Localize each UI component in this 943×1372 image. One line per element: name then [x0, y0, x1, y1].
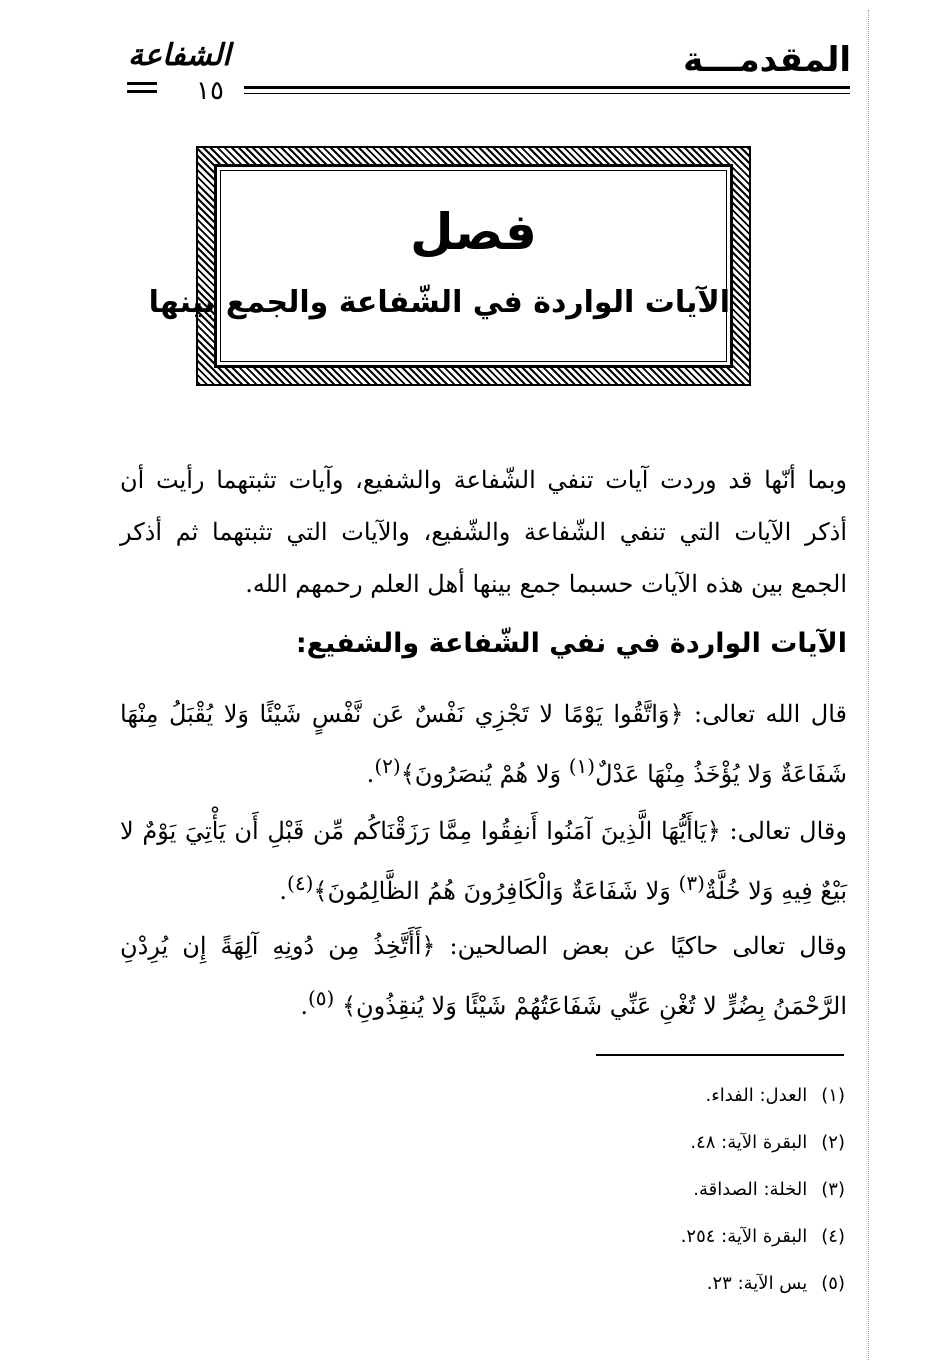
footnote-separator: [596, 1054, 844, 1056]
quran-verse-text-continued: وَلا شَفَاعَةٌ وَالْكَافِرُونَ هُمُ الظَّالِمُونَ﴾: [313, 877, 679, 905]
quran-verse-text-continued: [334, 992, 342, 1020]
footnote-item: [245, 1213, 845, 1260]
intro-paragraph: [120, 454, 847, 610]
header-rule-thin: [244, 93, 850, 94]
footnote-number: (٥): [821, 1273, 845, 1294]
page-edge-border: [868, 10, 869, 1360]
sentence-end: .: [279, 877, 288, 905]
intro-text: وبما أنّها قد وردت آيات تنفي الشّفاعة والشفيع، وآيات تثبتهما رأيت أن أذكر الآيات التي تنفي الشّفاعة والشّفيع، والآيات التي تثبتهما ثم أذكر الجمع بين هذه الآيات حسبما جمع بينها أهل العلم رحمهم الله.: [120, 466, 847, 598]
footnote-item: [245, 1166, 845, 1213]
verse-intro: قال الله تعالى:: [683, 700, 847, 728]
chapter-subtitle: الآيات الواردة في الشّفاعة والجمع بينها: [148, 285, 730, 320]
section-heading: الآيات الواردة في نفي الشّفاعة والشفيع:: [295, 628, 847, 659]
sentence-end: .: [300, 992, 308, 1020]
quran-verse-text-continued: وَلا هُمْ يُنصَرُونَ﴾: [400, 760, 569, 788]
verse-intro: وقال تعالى حاكيًا عن بعض الصالحين:: [435, 932, 848, 960]
footnote-item: [245, 1119, 845, 1166]
running-header-book-title: الشفاعة: [128, 38, 231, 73]
quran-verse-text: ﴿يَاأَيُّهَا الَّذِينَ آمَنُوا أَنفِقُوا مِمَّا رَزَقْنَاكُم مِّن قَبْلِ أَن يَأْتِيَ يَوْمٌ لا بَيْعٌ فِيهِ وَلا خُلَّةٌ: [120, 817, 847, 905]
footnote-ref: (٥): [307, 986, 335, 1010]
footnote-number: (١): [821, 1085, 845, 1106]
footnotes-list: [245, 1072, 845, 1307]
header-dash-bottom: [127, 90, 157, 93]
verse-paragraph-1: [120, 688, 847, 800]
footnote-text: الخلة: الصداقة.: [693, 1179, 808, 1200]
footnote-number: (٣): [821, 1179, 845, 1200]
footnote-item: [245, 1072, 845, 1119]
quran-verse-text: ﴿وَاتَّقُوا يَوْمًا لا تَجْزِي نَفْسٌ عَن نَّفْسٍ شَيْئًا وَلا يُقْبَلُ مِنْهَا شَفَاعَةٌ وَلا يُؤْخَذُ مِنْهَا عَدْلٌ: [120, 700, 847, 788]
footnote-ref: (٢): [374, 754, 401, 778]
quran-verse-text: ﴿أَأَتَّخِذُ مِن دُونِهِ آلِهَةً إِن يُرِدْنِ الرَّحْمَنُ بِضُرٍّ لا تُغْنِ عَنِّي شَفَاعَتُهُمْ شَيْئًا وَلا يُنقِذُونِ﴾: [120, 932, 847, 1020]
footnote-ref: (١): [568, 754, 596, 778]
footnote-ref: (٤): [287, 871, 314, 895]
footnote-number: (٤): [821, 1226, 845, 1247]
footnote-item: [245, 1260, 845, 1307]
footnote-text: يس الآية: ٢٣.: [706, 1273, 808, 1294]
footnote-text: البقرة الآية: ٤٨.: [690, 1132, 808, 1153]
footnote-text: البقرة الآية: ٢٥٤.: [680, 1226, 808, 1247]
verse-paragraph-2: [120, 805, 847, 917]
chapter-title-frame: [148, 146, 751, 386]
verse-intro: وقال تعالى:: [720, 817, 847, 845]
footnote-number: (٢): [821, 1132, 845, 1153]
running-header-section-title: المقدمـــة: [683, 40, 851, 80]
header-dash-top: [127, 82, 157, 85]
sentence-end: .: [366, 760, 375, 788]
chapter-title-frame-inner: [148, 164, 733, 368]
footnote-text: العدل: الفداء.: [705, 1085, 808, 1106]
verse-paragraph-3: [120, 920, 847, 1032]
chapter-word: فصل: [410, 203, 537, 261]
footnote-ref: (٣): [678, 871, 705, 895]
page-number: ١٥: [196, 76, 224, 106]
header-rule-thick: [244, 86, 850, 89]
